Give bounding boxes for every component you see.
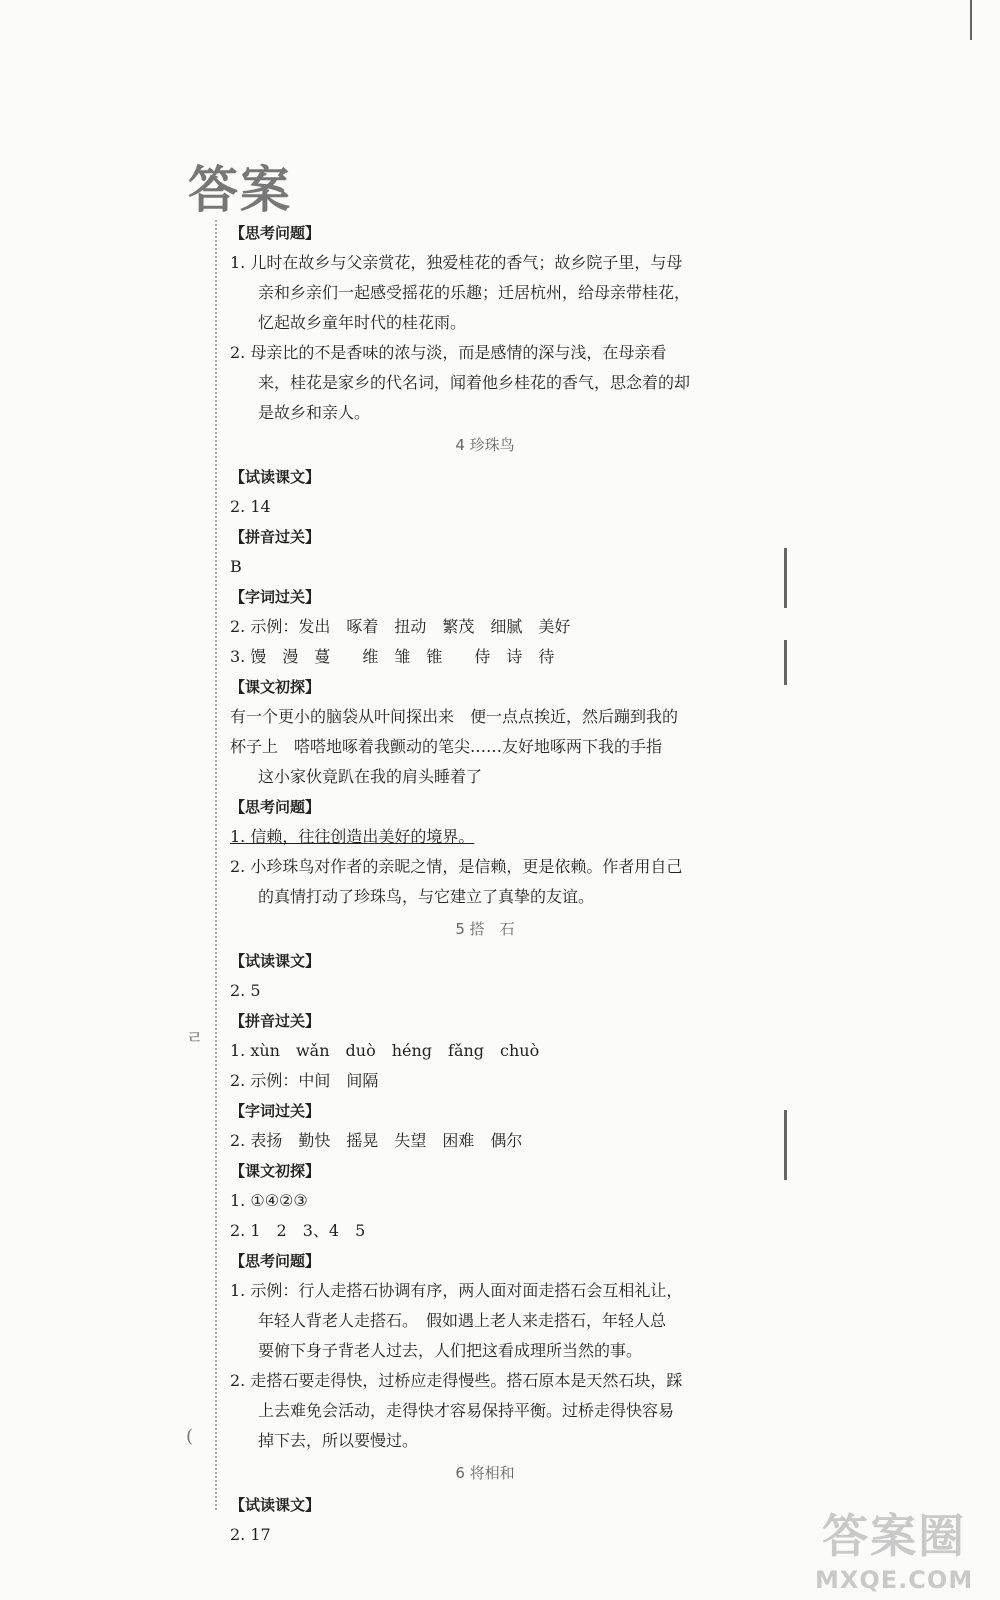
answer-line: 1. 儿时在故乡与父亲赏花，独爱桂花的香气；故乡院子里，与母 [230,253,683,272]
answer-line: 2. 示例：发出 啄着 扭动 繁茂 细腻 美好 [230,617,571,636]
section-header: 【思考问题】 [230,1252,321,1270]
lesson-title: 6 将相和 [455,1464,515,1482]
answer-content [230,218,740,1550]
section-header: 【字词过关】 [230,1102,321,1120]
answer-line: 2. 17 [230,1525,271,1544]
section-header: 【思考问题】 [230,224,321,242]
answer-line: 2. 14 [230,497,271,516]
answer-line: 有一个更小的脑袋从叶间探出来 便一点点挨近，然后蹦到我的 [230,707,679,726]
answer-line: 这小家伙竟趴在我的肩头睡着了 [258,767,483,786]
answer-line: 掉下去，所以要慢过。 [258,1431,419,1450]
lesson-title: 4 珍珠鸟 [455,436,515,454]
page-edge-mark [784,640,787,685]
answer-line: 2. 表扬 勤快 摇晃 失望 困难 偶尔 [230,1131,523,1150]
dotted-divider [215,220,217,1510]
watermark-url: MXQE.COM [815,1566,974,1594]
answer-line: 要俯下身子背老人过去，人们把这看成理所当然的事。 [258,1341,643,1360]
page-edge-mark [784,548,787,608]
page-edge-mark [970,0,972,40]
binding-mark: ㄹ [186,1028,204,1049]
page-edge-mark [784,1110,787,1180]
section-header: 【字词过关】 [230,588,321,606]
page-title: 答案 [188,161,292,219]
answer-line: 1. ①④②③ [230,1191,308,1210]
section-header: 【课文初探】 [230,678,321,696]
answer-line: 1. 示例：行人走搭石协调有序，两人面对面走搭石会互相礼让， [230,1281,683,1300]
section-header: 【拼音过关】 [230,528,321,546]
answer-line: 2. 走搭石要走得快，过桥应走得慢些。搭石原本是天然石块，踩 [230,1371,683,1390]
answer-line: 是故乡和亲人。 [258,403,371,422]
answer-line: 来，桂花是家乡的代名词，闻着他乡桂花的香气，思念着的却 [258,373,691,392]
section-header: 【试读课文】 [230,952,321,970]
answer-line: 1. xùn wǎn duò héng fǎng chuò [230,1041,540,1060]
answer-line: 2. 5 [230,981,261,1000]
answer-line: 上去难免会活动，走得快才容易保持平衡。过桥走得快容易 [258,1401,675,1420]
answer-line: 亲和乡亲们一起感受摇花的乐趣；迁居杭州，给母亲带桂花， [258,283,691,302]
answer-line: B [230,557,242,576]
watermark-logo [815,1500,973,1594]
section-header: 【思考问题】 [230,798,321,816]
section-header: 【试读课文】 [230,468,321,486]
lesson-title: 5 搭 石 [455,920,515,938]
answer-line: 2. 示例：中间 间隔 [230,1071,379,1090]
answer-line: 3. 馒 漫 蔓 维 雏 锥 侍 诗 待 [230,647,555,666]
watermark-text: 答案圈 [822,1509,967,1563]
answer-line: 年轻人背老人走搭石。 假如遇上老人来走搭石，年轻人总 [258,1311,667,1330]
answer-line: 忆起故乡童年时代的桂花雨。 [258,313,467,332]
section-header: 【试读课文】 [230,1496,321,1514]
answer-line: 的真情打动了珍珠鸟，与它建立了真挚的友谊。 [258,887,595,906]
answer-line: 2. 母亲比的不是香味的浓与淡，而是感情的深与浅，在母亲看 [230,343,667,362]
answer-line: 2. 小珍珠鸟对作者的亲昵之情，是信赖，更是依赖。作者用自己 [230,857,683,876]
binding-mark: ( [186,1426,194,1447]
section-header: 【课文初探】 [230,1162,321,1180]
section-header: 【拼音过关】 [230,1012,321,1030]
answer-line: 2. 1 2 3、4 5 [230,1221,366,1240]
answer-line: 杯子上 嗒嗒地啄着我颤动的笔尖……友好地啄两下我的手指 [230,737,663,756]
answer-line: 1. 信赖，往往创造出美好的境界。 [230,827,475,846]
